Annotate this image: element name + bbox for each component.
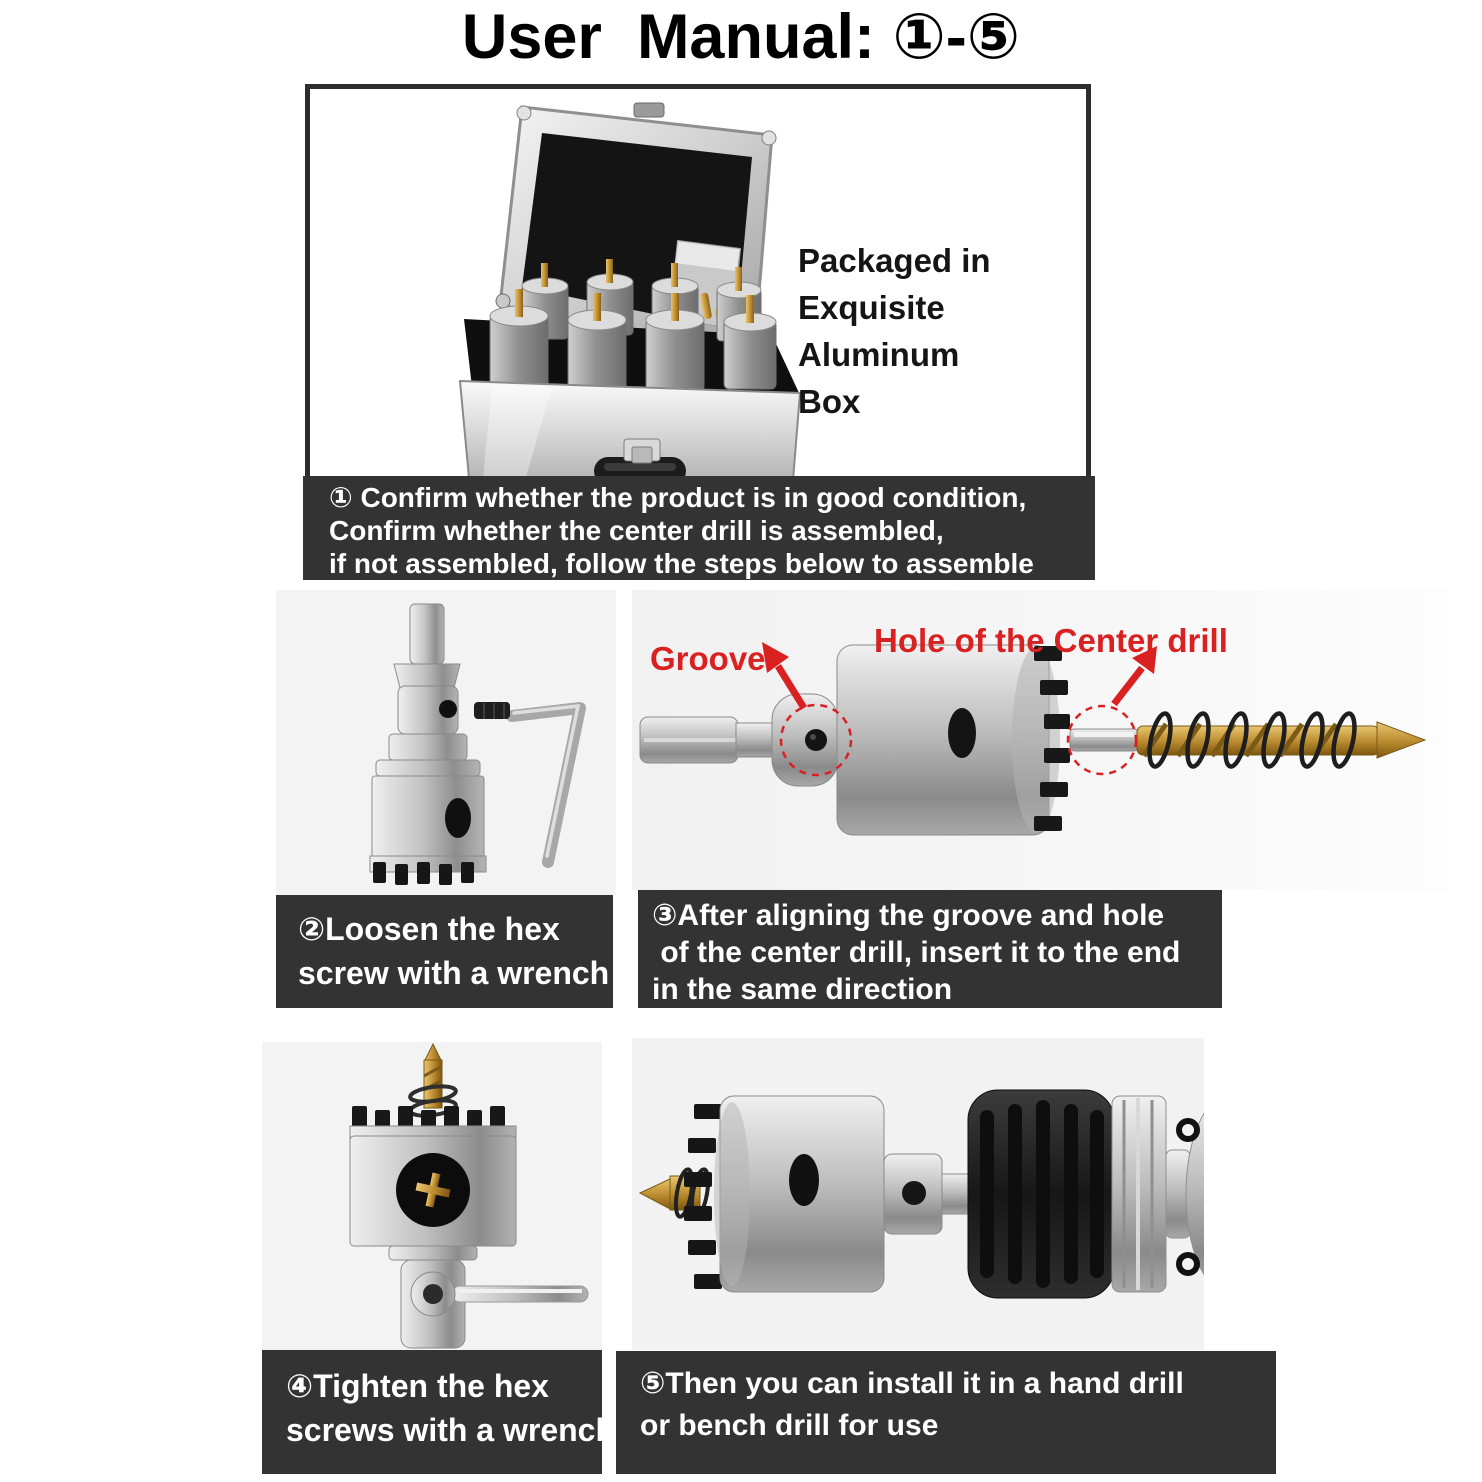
hole-saw-body — [370, 604, 486, 885]
hole-saw-hex-wrench-photo — [276, 590, 616, 895]
packaging-caption-line: Packaged in — [798, 242, 991, 279]
set-screw — [474, 702, 510, 719]
step5-text-line: ⑤Then you can install it in a hand drill — [640, 1367, 1184, 1400]
step3-text-line: in the same direction — [652, 973, 953, 1006]
step5-text-line: or bench drill for use — [640, 1409, 939, 1442]
hole-saw-body — [684, 1096, 968, 1292]
step4-text-line: screws with a wrench — [286, 1412, 616, 1448]
aluminum-box-photo — [372, 95, 852, 495]
packaging-caption-line: Box — [798, 383, 861, 420]
step2-banner — [276, 895, 613, 1008]
drill-chuck — [968, 1090, 1204, 1298]
hex-wrench — [411, 1272, 588, 1316]
hole-saw-tighten-wrench-photo — [262, 1042, 602, 1350]
center-drill-hole-label: Hole of the Center drill — [874, 622, 1228, 659]
step4-text-line: ④Tighten the hex — [286, 1368, 549, 1404]
step2-photo — [276, 590, 616, 895]
step2-text-line: screw with a wrench — [298, 955, 610, 991]
groove-label: Groove — [650, 640, 766, 677]
center-drill-bit — [1070, 712, 1425, 769]
page-title: User Manual: ①-⑤ — [461, 2, 1021, 72]
step1-banner — [303, 476, 1095, 580]
step1-text-line: ① Confirm whether the product is in good condition, — [329, 482, 1027, 513]
step1-text-line: if not assembled, follow the steps below to assemble — [329, 548, 1034, 579]
step3-text-line: of the center drill, insert it to the end — [652, 936, 1181, 969]
packaging-caption-line: Exquisite Aluminum — [798, 289, 960, 373]
hole-saw-drill-chuck-photo — [632, 1038, 1204, 1350]
step4-banner — [262, 1350, 616, 1474]
step1-text-line: Confirm whether the center drill is assembled, — [329, 515, 944, 546]
step3-text-line: ③After aligning the groove and hole — [652, 899, 1165, 932]
step3-banner — [638, 890, 1222, 1008]
step5-banner — [616, 1351, 1276, 1474]
packaging-caption — [798, 237, 1086, 425]
step4-photo — [262, 1042, 602, 1350]
allen-wrench — [512, 706, 580, 862]
step2-text-line: ②Loosen the hex — [298, 911, 560, 947]
step5-photo — [632, 1038, 1204, 1350]
